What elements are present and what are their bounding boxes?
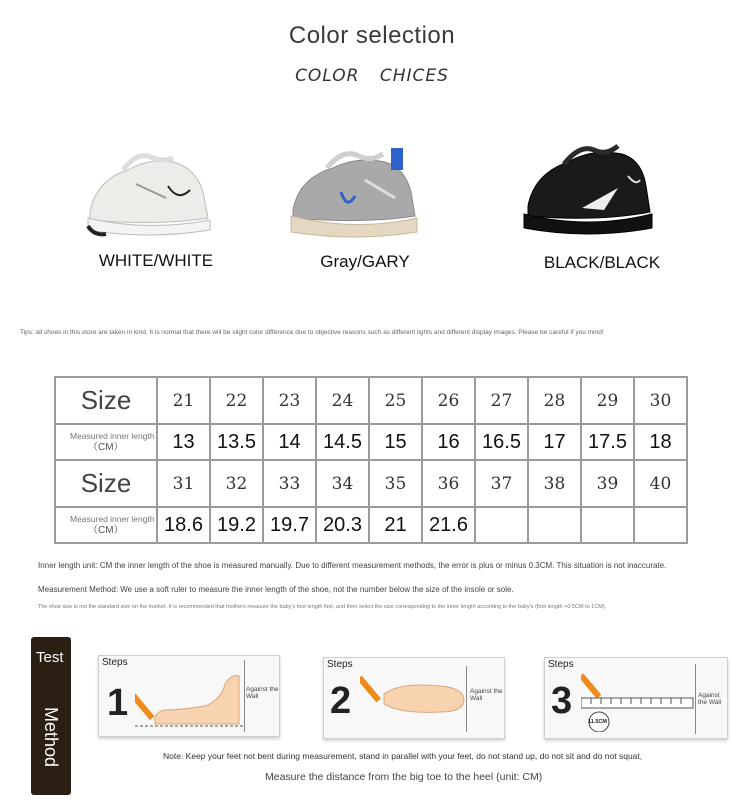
color-label-black: BLACK/BLACK [543,253,661,272]
step-number: 1 [107,682,129,724]
table-row [55,507,687,543]
shoe-gray-image [285,140,435,250]
length-cell: 19.2 [210,507,263,543]
measure-instruction: Measure the distance from the big toe to the heel (unit: CM) [265,771,543,783]
size-header: Size [55,460,157,507]
size-cell: 39 [581,460,634,507]
shoe-black-image [518,136,668,246]
method-label: Method [41,707,61,768]
length-cell [634,507,687,543]
size-cell: 29 [581,377,634,424]
tips-text: Tips: all shoes in this store are taken in kind. It is normal that there will be slight color difference due to objective reasons such as different lights and different display images. Please be careful if you mind! [20,329,604,336]
length-cell: 21.6 [422,507,475,543]
ruler-value: 11.5CM [588,719,607,725]
measured-label: Measured inner length [70,431,155,442]
length-cell: 21 [369,507,422,543]
size-cell: 38 [528,460,581,507]
size-cell: 30 [634,377,687,424]
size-cell: 32 [210,460,263,507]
color-label-gray: Gray/GARY [320,252,410,271]
wall-line [244,660,245,732]
test-label: Test [36,649,64,666]
measured-header [55,507,157,543]
length-cell: 14.5 [316,424,369,460]
step-number: 3 [551,680,573,722]
measured-label: Measured inner length [70,514,155,525]
footer-note: Note: Keep your feet not bent during measurement, stand in parallel with your feet, do not stand up, do not sit and do not squat, [163,751,643,761]
length-cell [475,507,528,543]
step-3-panel [544,657,728,739]
wall-line [695,664,696,734]
page-subtitle: COLOR CHICES [295,66,449,86]
wall-label: Against the Wall [698,692,722,706]
length-cell: 17.5 [581,424,634,460]
size-cell: 36 [422,460,475,507]
size-cell: 25 [369,377,422,424]
wall-label: Against the Wall [246,686,279,700]
table-row [55,460,687,507]
size-header: Size [55,377,157,424]
step-number: 2 [330,680,352,722]
table-row [55,377,687,424]
step-2-panel [323,657,505,739]
unit-label: （CM） [88,442,124,454]
length-cell: 14 [263,424,316,460]
step-1-panel [98,655,280,737]
shoe-white-image [78,140,228,250]
foot-side-icon [135,666,245,732]
size-cell: 28 [528,377,581,424]
size-cell: 35 [369,460,422,507]
step-title: Steps [327,659,353,670]
size-cell: 23 [263,377,316,424]
size-cell: 40 [634,460,687,507]
standard-note: The shoe size is not the standard size on the market. It is recommended that mothers measure the baby's foot length first, and then select the size corresponding to the inner length according to the baby's (foot length +0.5CM to 1CM). [38,604,607,610]
length-cell: 15 [369,424,422,460]
size-cell: 21 [157,377,210,424]
size-cell: 34 [316,460,369,507]
size-cell: 22 [210,377,263,424]
test-method-badge [31,637,71,795]
length-cell [581,507,634,543]
length-cell: 18.6 [157,507,210,543]
length-cell: 20.3 [316,507,369,543]
measured-header [55,424,157,460]
length-cell: 13 [157,424,210,460]
color-label-white: WHITE/WHITE [98,251,214,270]
size-table [54,376,688,544]
wall-line [466,666,467,732]
step-title: Steps [548,659,574,670]
step-title: Steps [102,657,128,668]
length-cell [528,507,581,543]
size-cell: 26 [422,377,475,424]
length-cell: 16 [422,424,475,460]
size-cell: 27 [475,377,528,424]
table-row [55,424,687,460]
unit-note: Inner length unit: CM the inner length of the shoe is measured manually. Due to different measurement methods, the error is plus or minus 0.3CM. This situation is not inaccurate. [38,561,667,570]
method-note: Measurement Method: We use a soft ruler to measure the inner length of the shoe, not the number below the size of the insole or sole. [38,585,514,594]
length-cell: 19.7 [263,507,316,543]
length-cell: 16.5 [475,424,528,460]
foot-top-icon [360,668,470,728]
length-cell: 18 [634,424,687,460]
length-cell: 13.5 [210,424,263,460]
size-cell: 33 [263,460,316,507]
page-title: Color selection [288,22,456,49]
size-cell: 31 [157,460,210,507]
length-cell: 17 [528,424,581,460]
wall-label: Against the Wall [470,688,503,702]
size-cell: 24 [316,377,369,424]
unit-label: （CM） [88,525,124,537]
size-cell: 37 [475,460,528,507]
